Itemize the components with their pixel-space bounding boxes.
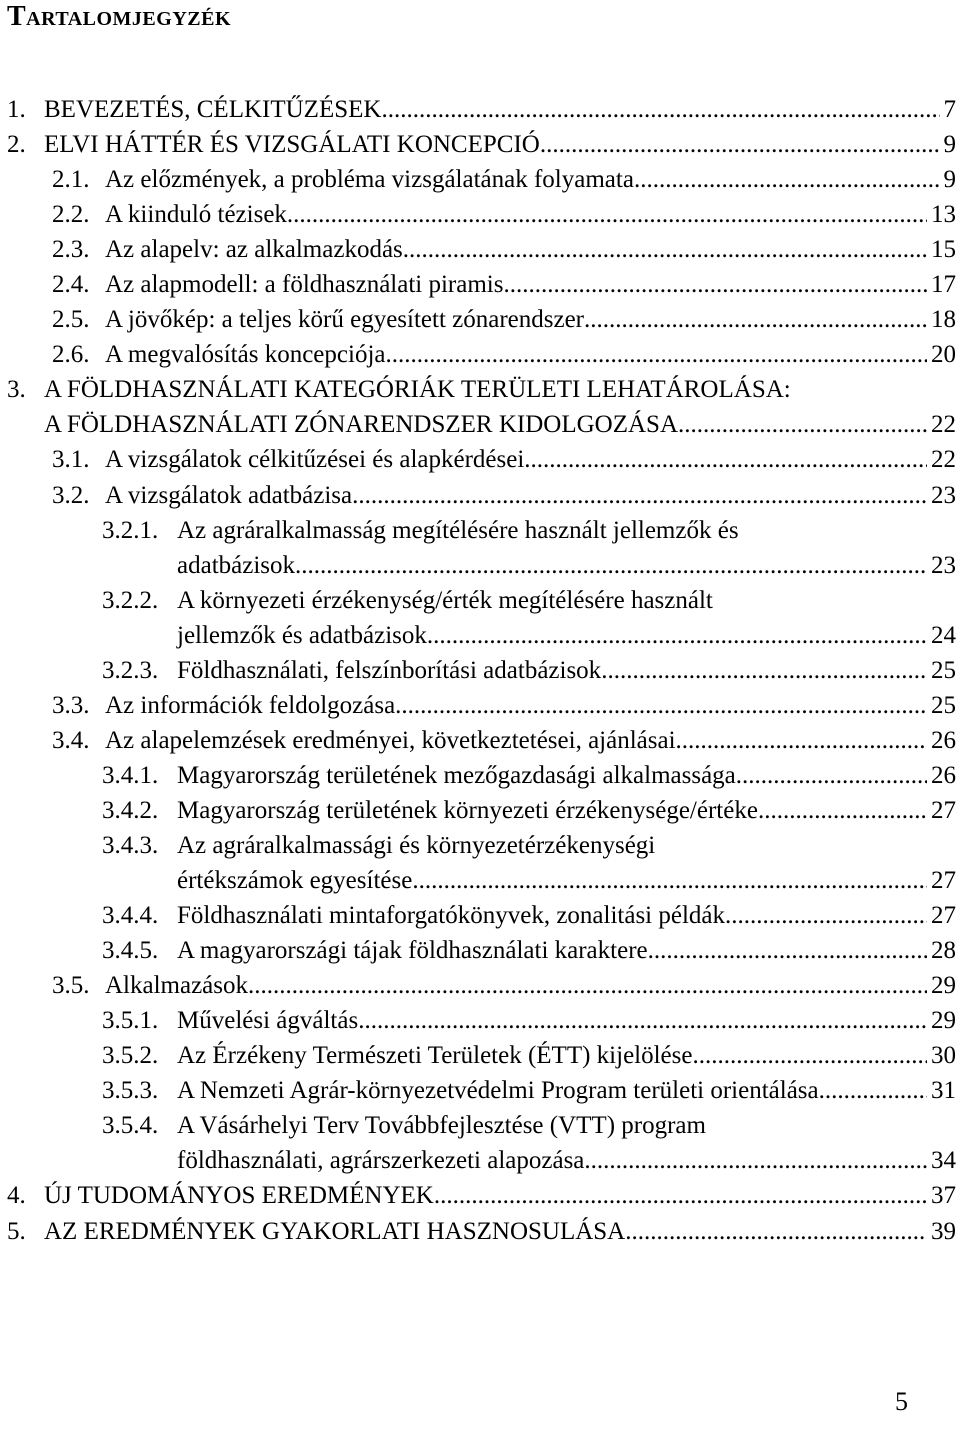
page-number: 5 [895,1387,908,1416]
toc-entry-line [0,583,960,618]
toc-entry-page: 15 [931,236,956,264]
toc-entry-title: Az információk feldolgozása [105,691,396,719]
toc-entry-title: A Nemzeti Agrár-környezetvédelmi Program területi orientálása [177,1077,819,1105]
toc-entry-number: 3.2. [52,481,90,509]
toc-entry-title: Az előzmények, a probléma vizsgálatának folyamata [105,166,634,194]
toc-entry[interactable] [0,92,960,127]
toc-entry-page: 26 [931,726,956,754]
toc-entry[interactable] [0,127,960,162]
toc-entry-number: 2.4. [52,271,90,299]
toc-entry-page: 22 [931,446,956,474]
toc-entry[interactable] [0,197,960,232]
toc-entry[interactable] [0,1214,960,1249]
dot-leader [352,478,927,513]
toc-entry-leader-line [177,898,956,933]
toc-entry-title: A vizsgálatok adatbázisa [105,481,353,509]
dot-leader [427,618,927,653]
toc-entry-title: Az alapmodell: a földhasználati piramis [105,271,504,299]
toc-entry-page: 27 [931,796,956,824]
toc-entry-page: 20 [931,341,956,369]
toc-entry-leader-line [44,407,956,442]
toc-entry-number: 4. [7,1182,26,1210]
toc-entry[interactable] [0,1003,960,1038]
toc-entry-title: jellemzők és adatbázisok [177,621,427,649]
dot-leader [358,1003,927,1038]
toc-entry[interactable] [0,337,960,372]
toc-entry-page: 30 [931,1042,956,1070]
toc-entry[interactable] [0,1073,960,1108]
toc-entry-page: 37 [931,1182,956,1210]
dot-leader [634,162,940,197]
toc-entry-page: 13 [931,201,956,229]
toc-entry-number: 2.1. [52,166,90,194]
dot-leader [584,302,927,337]
toc-entry-page: 27 [931,867,956,895]
dot-leader [434,1178,927,1213]
toc-entry[interactable] [0,548,960,583]
dot-leader [584,1143,927,1178]
toc-entry-title: Az alapelv: az alkalmazkodás [105,236,403,264]
toc-entry-number: 3.4.1. [102,761,159,789]
toc-entry-title: AZ EREDMÉNYEK GYAKORLATI HASZNOSULÁSA [44,1217,626,1245]
toc-entry-leader-line [177,793,956,828]
toc-entry-title: Földhasználati, felszínborítási adatbázisok [177,656,602,684]
toc-entry-title: A jövőkép: a teljes körű egyesített zónarendszer [105,306,585,334]
toc-entry-title-line: A Vásárhelyi Terv Továbbfejlesztése (VTT) program [177,1112,706,1140]
dot-leader [295,548,927,583]
dot-leader [736,758,927,793]
toc-entry[interactable] [0,1038,960,1073]
dot-leader [648,933,927,968]
toc-entry-leader-line [177,548,956,583]
toc-entry-title-line: Az agráralkalmasság megítélésére használt jellemzők és [177,516,739,544]
toc-entry-leader-line [105,162,956,197]
toc-entry-title: Földhasználati mintaforgatókönyvek, zonalitási példák [177,902,726,930]
toc-entry-line [0,372,960,407]
toc-entry-number: 3.5.3. [102,1077,159,1105]
toc-entry-leader-line [177,618,956,653]
toc-entry-number: 3. [7,376,26,404]
toc-entry-leader-line [105,302,956,337]
toc-entry-leader-line [105,688,956,723]
toc-entry-title: A vizsgálatok célkitűzései és alapkérdései [105,446,525,474]
toc-entry-leader-line [105,197,956,232]
toc-entry-leader-line [44,127,956,162]
toc-entry-page: 39 [931,1217,956,1245]
dot-leader [819,1073,927,1108]
dot-leader [758,793,927,828]
toc-entry-title: földhasználati, agrárszerkezeti alapozása [177,1147,585,1175]
toc-entry-page: 26 [931,761,956,789]
toc-entry-leader-line [44,92,956,127]
toc-entry-page: 17 [931,271,956,299]
toc-entry-title: Alkalmazások [105,972,249,1000]
toc-entry-page: 18 [931,306,956,334]
toc-entry-leader-line [105,478,956,513]
toc-entry-leader-line [177,1073,956,1108]
dot-leader [395,688,927,723]
toc-entry-page: 29 [931,1007,956,1035]
toc-entry-title: Magyarország területének környezeti érzékenysége/értéke [177,796,758,824]
page-heading: Tartalomjegyzék [7,1,232,32]
dot-leader [601,653,927,688]
toc-entry-number: 2.5. [52,306,90,334]
toc-entry[interactable] [0,688,960,723]
toc-entry-leader-line [105,232,956,267]
toc-entry-number: 2.6. [52,341,90,369]
dot-leader [540,127,940,162]
toc-entry-number: 3.4.4. [102,902,159,930]
toc-entry[interactable] [0,968,960,1003]
toc-entry-number: 3.5.2. [102,1042,159,1070]
toc-entry[interactable] [0,653,960,688]
toc-entry[interactable] [0,758,960,793]
toc-entry-number: 3.2.3. [102,656,159,684]
dot-leader [403,232,927,267]
toc-entry-number: 3.5. [52,972,90,1000]
toc-entry-page: 29 [931,972,956,1000]
toc-entry[interactable] [0,478,960,513]
toc-entry-leader-line [177,653,956,688]
toc-entry-leader-line [177,933,956,968]
toc-entry-number: 3.5.1. [102,1007,159,1035]
toc-entry-title: A magyarországi tájak földhasználati karaktere [177,937,648,965]
toc-entry[interactable] [0,232,960,267]
dot-leader [678,407,927,442]
toc-entry[interactable] [0,267,960,302]
toc-entry-title: Az alapelemzések eredményei, következtetései, ajánlásai [105,726,676,754]
toc-entry-page: 23 [931,551,956,579]
toc-entry-title: A kiinduló tézisek [105,201,287,229]
toc-entry-number: 3.3. [52,691,90,719]
toc-entry-leader-line [105,442,956,477]
dot-leader [412,863,927,898]
toc-entry-title: BEVEZETÉS, CÉLKITŰZÉSEK [44,96,382,123]
toc-entry-number: 3.4.3. [102,831,159,859]
toc-entry-page: 9 [943,166,956,194]
toc-entry[interactable] [0,618,960,653]
toc-entry-leader-line [105,723,956,758]
toc-entry-page: 31 [931,1077,956,1105]
toc-entry-title: A FÖLDHASZNÁLATI ZÓNARENDSZER KIDOLGOZÁSA [44,411,679,439]
toc-entry-title: értékszámok egyesítése [177,867,413,895]
dot-leader [524,442,927,477]
toc-entry-title: ELVI HÁTTÉR ÉS VIZSGÁLATI KONCEPCIÓ [44,131,540,159]
toc-entry-number: 3.1. [52,446,90,474]
toc-entry-page: 28 [931,937,956,965]
toc-entry-title: Az Érzékeny Természeti Területek (ÉTT) kijelölése [177,1042,693,1070]
toc-entry-leader-line [177,758,956,793]
dot-leader [385,337,927,372]
toc-entry-title: ÚJ TUDOMÁNYOS EREDMÉNYEK [44,1182,434,1210]
toc-entry[interactable] [0,162,960,197]
toc-entry[interactable] [0,1178,960,1213]
toc-entry-page: 34 [931,1147,956,1175]
toc-entry-number: 2.2. [52,201,90,229]
toc-entry-title-line: A környezeti érzékenység/érték megítélésére használt [177,586,713,614]
toc-entry-page: 7 [943,96,956,123]
toc-entry[interactable] [0,933,960,968]
toc-entry-page: 9 [943,131,956,159]
dot-leader [381,92,939,127]
table-of-contents [0,92,960,1249]
toc-entry-number: 1. [7,96,26,123]
toc-entry-leader-line [177,1003,956,1038]
toc-entry-number: 3.4.5. [102,937,159,965]
dot-leader [503,267,927,302]
toc-entry-number: 3.4. [52,726,90,754]
dot-leader [692,1038,927,1073]
toc-entry-line [0,513,960,548]
toc-entry-number: 3.2.1. [102,516,159,544]
dot-leader [676,723,927,758]
toc-entry[interactable] [0,407,960,442]
toc-entry-title: adatbázisok [177,551,296,579]
toc-entry-number: 5. [7,1217,26,1245]
toc-entry-title-line: A FÖLDHASZNÁLATI KATEGÓRIÁK TERÜLETI LEHATÁROLÁSA: [44,376,791,404]
toc-entry-number: 3.5.4. [102,1112,159,1140]
toc-entry[interactable] [0,898,960,933]
toc-entry-title: Művelési ágváltás [177,1007,359,1035]
toc-entry-number: 3.2.2. [102,586,159,614]
toc-entry-leader-line [177,863,956,898]
toc-entry-page: 23 [931,481,956,509]
toc-entry[interactable] [0,793,960,828]
toc-entry-title-line: Az agráralkalmassági és környezetérzékenységi [177,831,656,859]
toc-entry-line [0,1108,960,1143]
toc-entry-number: 3.4.2. [102,796,159,824]
toc-entry[interactable] [0,442,960,477]
toc-entry[interactable] [0,302,960,337]
toc-entry-page: 25 [931,656,956,684]
toc-entry-leader-line [177,1143,956,1178]
toc-entry-leader-line [44,1178,956,1213]
toc-entry-leader-line [105,267,956,302]
toc-entry[interactable] [0,863,960,898]
toc-entry-page: 27 [931,902,956,930]
toc-entry[interactable] [0,723,960,758]
toc-entry-leader-line [177,1038,956,1073]
toc-entry-page: 25 [931,691,956,719]
toc-entry-title: Magyarország területének mezőgazdasági alkalmassága [177,761,736,789]
toc-entry-page: 24 [931,621,956,649]
dot-leader [287,197,927,232]
toc-entry[interactable] [0,1143,960,1178]
toc-entry-line [0,828,960,863]
toc-entry-leader-line [105,968,956,1003]
toc-entry-page: 22 [931,411,956,439]
toc-entry-leader-line [44,1214,956,1249]
toc-entry-title: A megvalósítás koncepciója [105,341,386,369]
toc-entry-number: 2. [7,131,26,159]
dot-leader [625,1214,927,1249]
toc-entry-leader-line [105,337,956,372]
dot-leader [248,968,927,1003]
toc-entry-number: 2.3. [52,236,90,264]
dot-leader [725,898,927,933]
